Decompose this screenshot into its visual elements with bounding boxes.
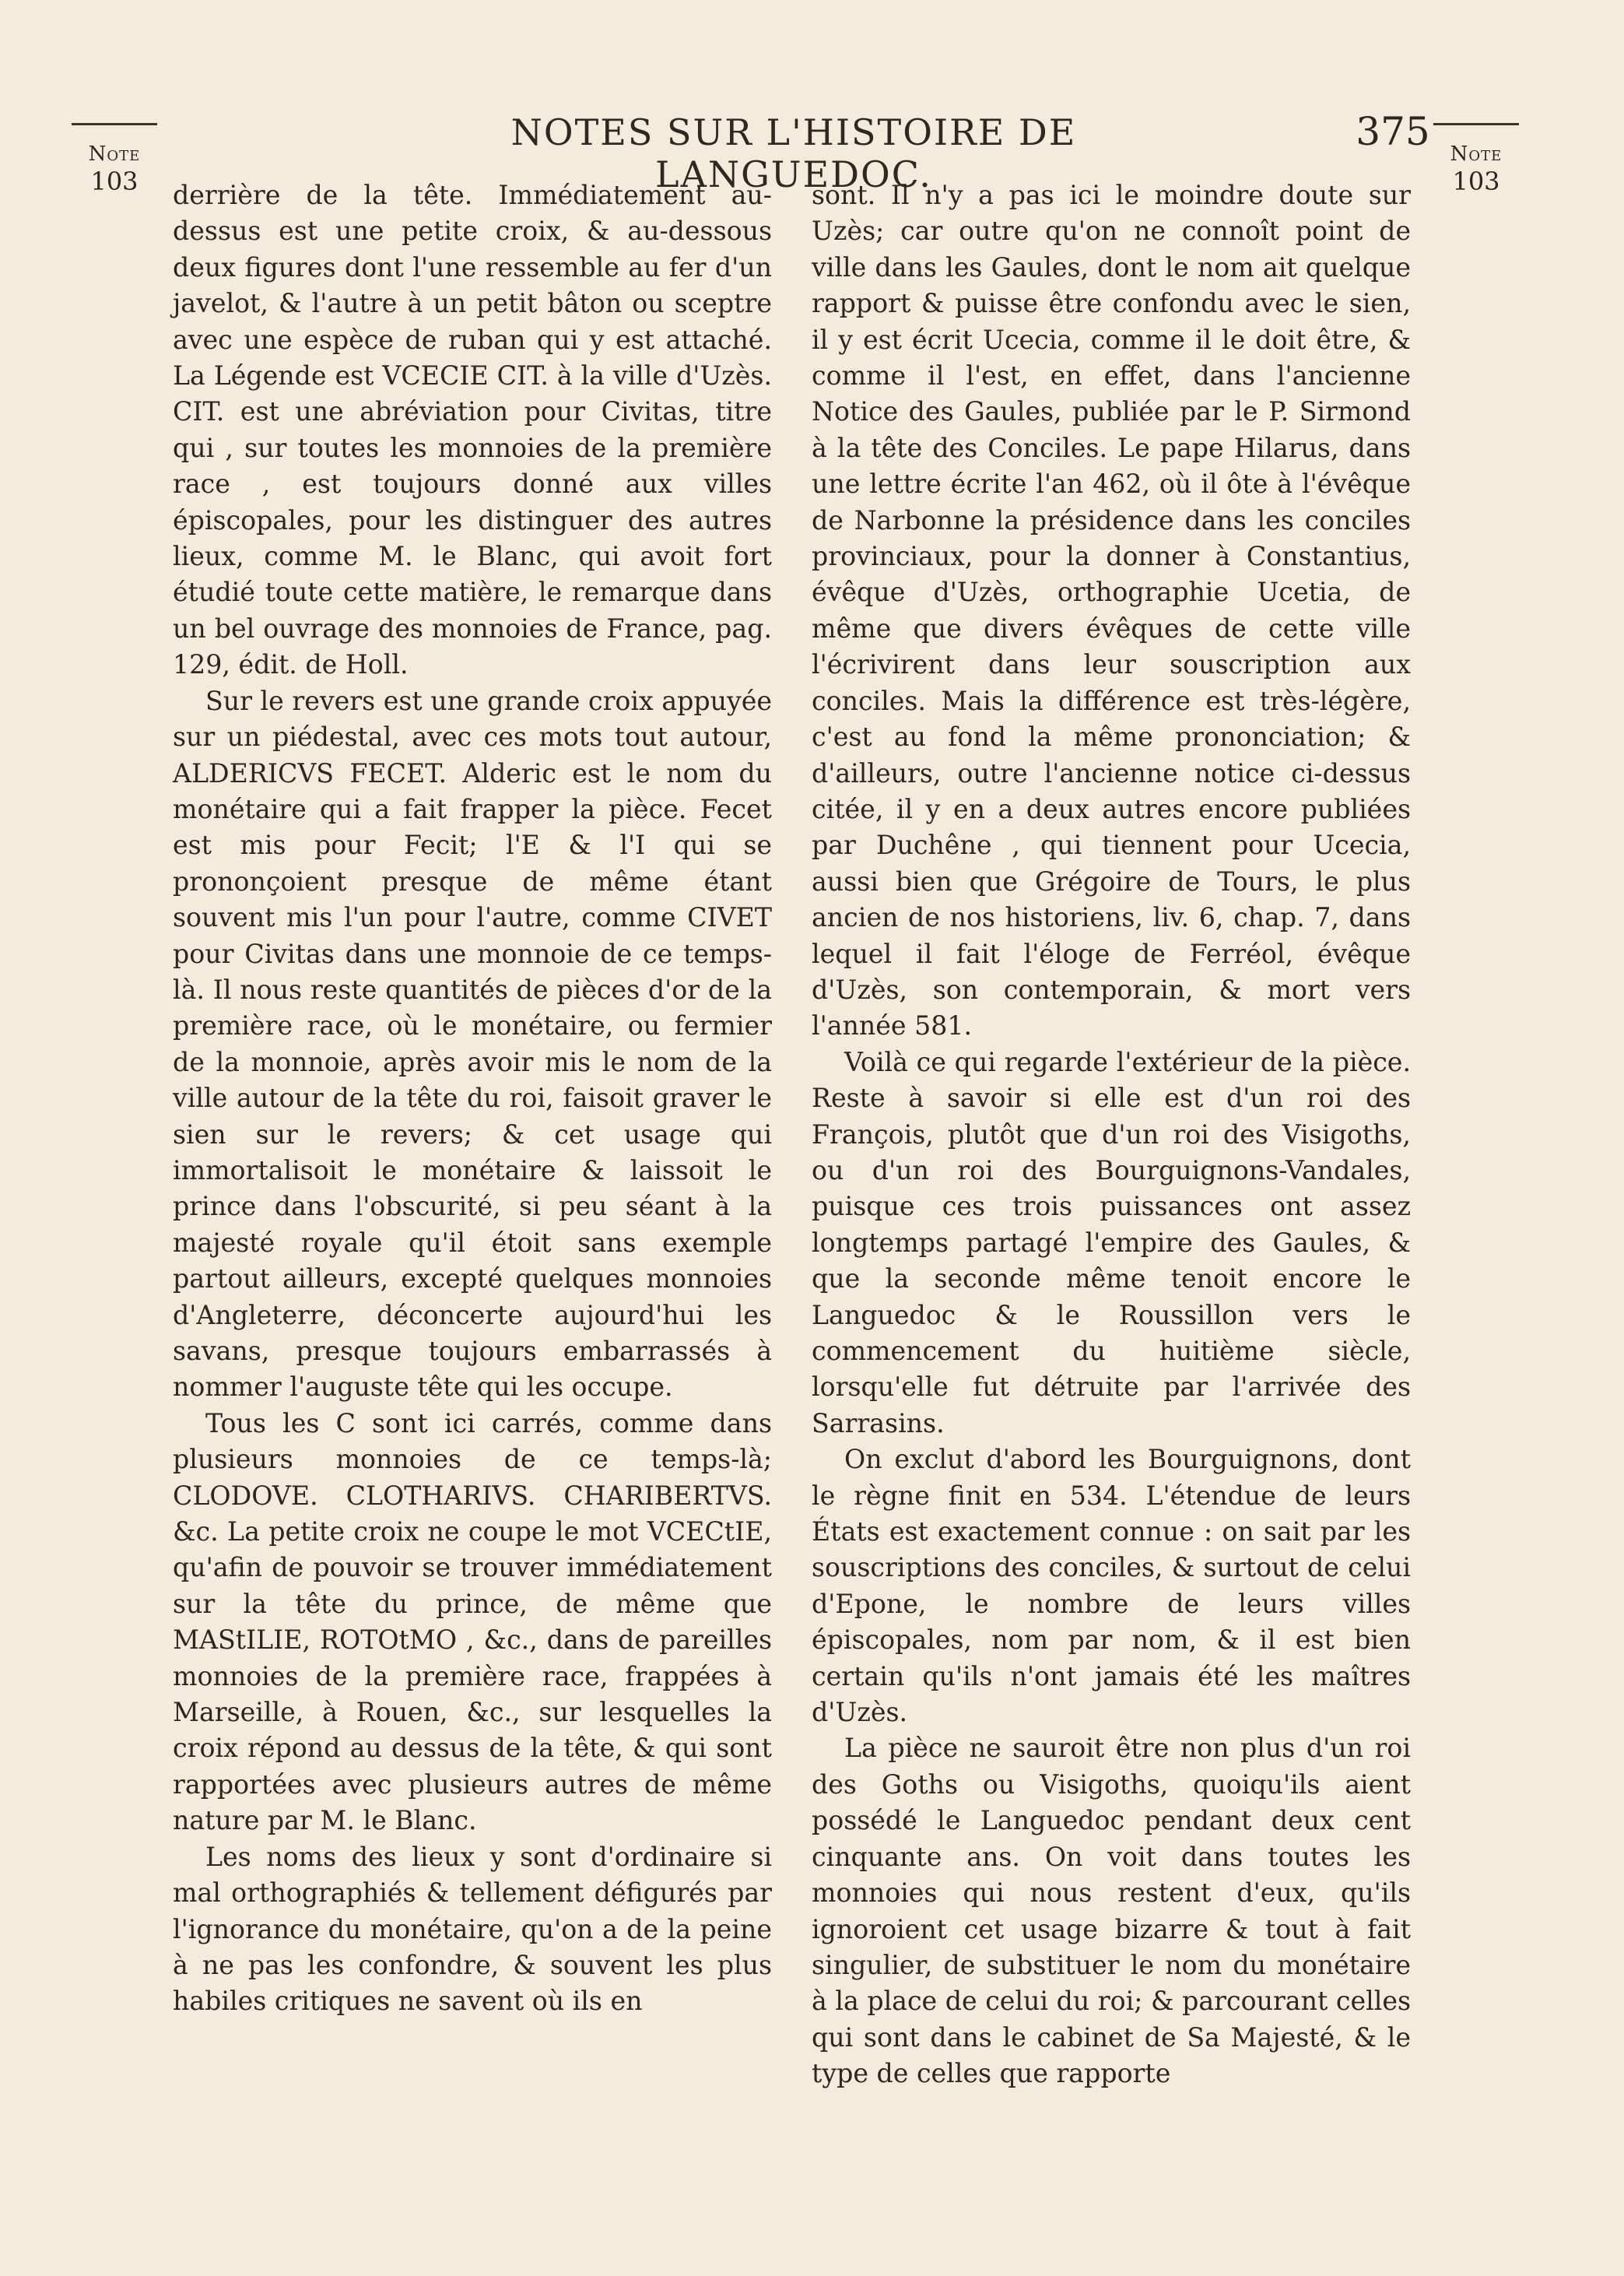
margin-rule [1433, 123, 1519, 125]
text-column-left [173, 177, 772, 2020]
paragraph: La pièce ne sauroit être non plus d'un roi des Goths ou Visigoths, quoiqu'ils aient possédé le Languedoc pendant deux cent cinquante ans. On voit dans toutes les monnoies qui nous restent d'eux, qu'ils ignoroient cet usage bizarre & tout à fait singulier, de substituer le nom du monétaire à la place de celui du roi; & parcourant celles qui sont dans le cabinet de Sa Majesté, & le type de celles que rapporte [812, 1733, 1411, 2089]
paragraph: sont. Il n'y a pas ici le moindre doute sur Uzès; car outre qu'on ne connoît point de ville dans les Gaules, dont le nom ait quelque rapport & puisse être confondu avec le sien, il y est écrit Ucecia, comme il le doit être, & comme il l'est, en effet, dans l'ancienne Notice des Gaules, publiée par le P. Sirmond à la tête des Conciles. Le pape Hilarus, dans une lettre écrite l'an 462, où il ôte à l'évêque de Narbonne la présidence dans les conciles provinciaux, pour la donner à Constantius, évêque d'Uzès, orthographie Ucetia, de même que divers évêques de cette ville l'écrivirent dans leur souscription aux conciles. Mais la différence est très-légère, c'est au fond la même prononciation; & d'ailleurs, outre l'ancienne notice ci-dessus citée, il y en a deux autres encore publiées par Duchêne , qui tiennent pour Ucecia, aussi bien que Grégoire de Tours, le plus ancien de nos historiens, liv. 6, chap. 7, dans lequel il fait l'éloge de Ferréol, évêque d'Uzès, son contemporain, & mort vers l'année 581. [812, 180, 1411, 1041]
page-number: 375 [1356, 109, 1430, 154]
margin-note-right [1433, 123, 1519, 197]
paragraph: Tous les C sont ici carrés, comme dans plusieurs monnoies de ce temps-là; CLODOVE. CLOTHARIVS. CHARIBERTVS. &c. La petite croix ne coupe le mot VCECtIE, qu'afin de pouvoir se trouver immédiatement sur la tête du prince, de même que MAStILIE, ROTOtMO , &c., dans de pareilles monnoies de la première race, frappées à Marseille, à Rouen, &c., sur lesquelles la croix répond au dessus de la tête, & qui sont rapportées avec plusieurs autres de même nature par M. le Blanc. [173, 1407, 772, 1836]
margin-note-label: Note [1450, 142, 1503, 166]
paragraph: Sur le revers est une grande croix appuyée sur un piédestal, avec ces mots tout autour, ALDERICVS FECET. Alderic est le nom du monétaire qui a fait frapper la pièce. Fecet est mis pour Fecit; l'E & l'I qui se prononçoient presque de même étant souvent mis l'un pour l'autre, comme CIVET pour Civitas dans une monnoie de ce temps-là. Il nous reste quantités de pièces d'or de la première race, où le monétaire, ou fermier de la monnoie, après avoir mis le nom de la ville autour de la tête du roi, faisoit graver le sien sur le revers; & cet usage qui immortalisoit le monétaire & laissoit le prince dans l'obscurité, si peu séant à la majesté royale qu'il étoit sans exemple partout ailleurs, excepté quelques monnoies d'Angleterre, déconcerte aujourd'hui les savans, presque toujours embarrassés à nommer l'auguste tête qui les occupe. [173, 685, 772, 1403]
margin-note-label: Note [88, 142, 141, 166]
running-header: NOTES SUR L'HISTOIRE DE LANGUEDOC. [510, 111, 1077, 195]
margin-rule [72, 123, 157, 125]
paragraph: Voilà ce qui regarde l'extérieur de la pièce. Reste à savoir si elle est d'un roi des François, plutôt que d'un roi des Visigoths, ou d'un roi des Bourguignons-Vandales, puisque ces trois puissances ont assez longtemps partagé l'empire des Gaules, & que la seconde même tenoit encore le Languedoc & le Roussillon vers le commencement du huitième siècle, lorsqu'elle fut détruite par l'arrivée des Sarrasins. [812, 1046, 1411, 1438]
paragraph: Les noms des lieux y sont d'ordinaire si mal orthographiés & tellement défigurés par l'ignorance du monétaire, qu'on a de la peine à ne pas les confondre, & souvent les plus habiles critiques ne savent où ils en [173, 1841, 772, 2017]
paragraph: On exclut d'abord les Bourguignons, dont le règne finit en 534. L'étendue de leurs États est exactement connue : on sait par les souscriptions des conciles, & surtout de celui d'Epone, le nombre de leurs villes épiscopales, nom par nom, & il est bien certain qu'ils n'ont jamais été les maîtres d'Uzès. [812, 1444, 1411, 1728]
text-column-right [812, 177, 1411, 2092]
margin-note-number: 103 [1452, 167, 1500, 196]
margin-note-left [72, 123, 157, 197]
paragraph: derrière de la tête. Immédiatement au-dessus est une petite croix, & au-dessous deux figures dont l'une ressemble au fer d'un javelot, & l'autre à un petit bâton ou sceptre avec une espèce de ruban qui y est attaché. La Légende est VCECIE CIT. à la ville d'Uzès. CIT. est une abréviation pour Civitas, titre qui , sur toutes les monnoies de la première race , est toujours donné aux villes épiscopales, pour les distinguer des autres lieux, comme M. le Blanc, qui avoit fort étudié toute cette matière, le remarque dans un bel ouvrage des monnoies de France, pag. 129, édit. de Holl. [173, 180, 772, 680]
margin-note-number: 103 [90, 167, 139, 196]
